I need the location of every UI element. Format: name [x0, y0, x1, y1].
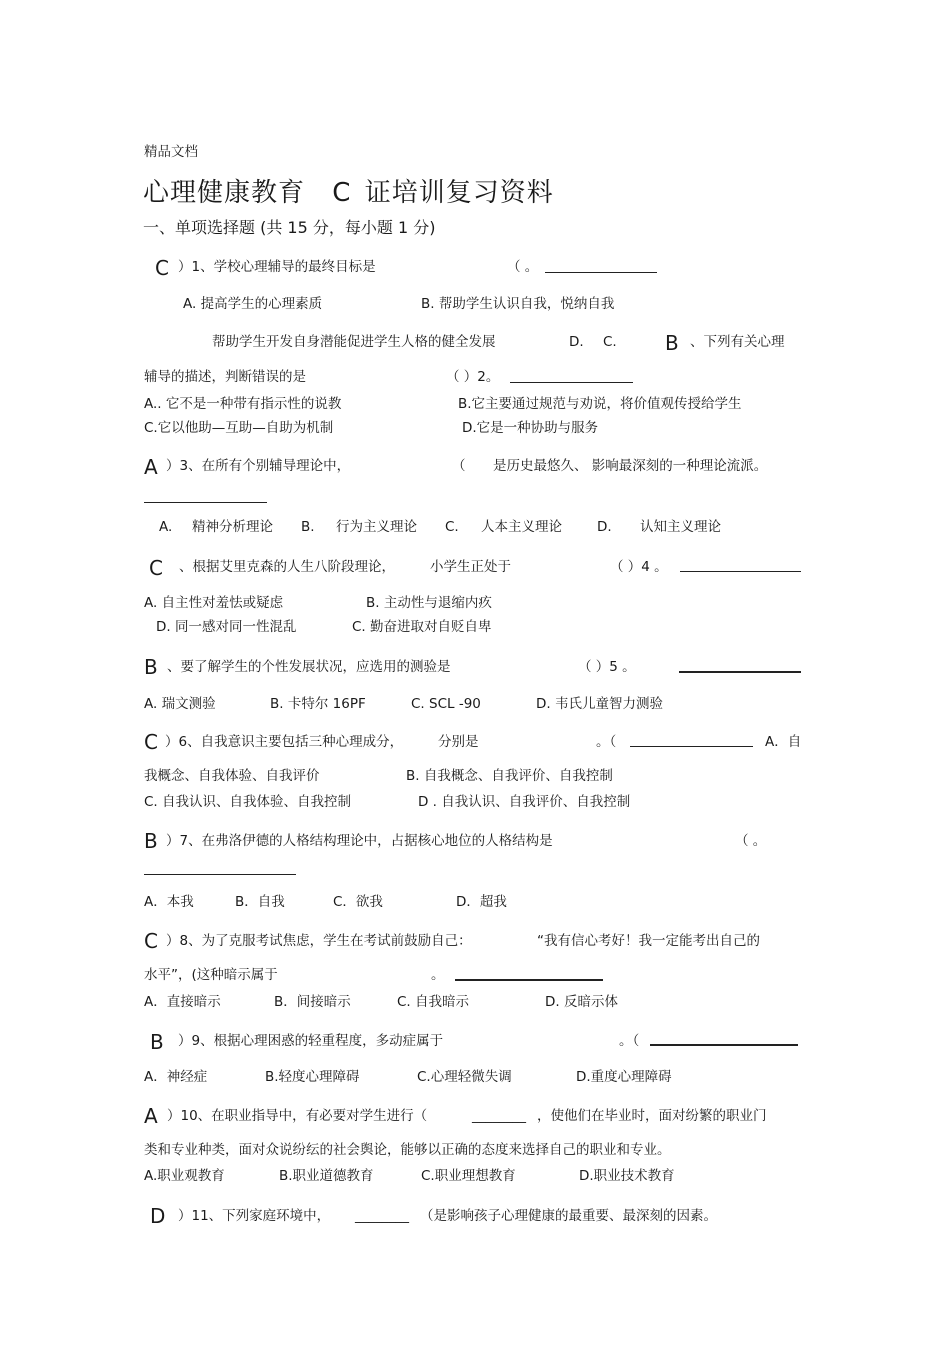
q6-option-c: C. 自我认识、自我体验、自我控制 — [144, 794, 352, 810]
q8-paren: 。 — [431, 967, 445, 983]
q7-blank — [144, 874, 296, 875]
q1-option-d: D. — [569, 334, 584, 350]
q7-option-b: B．自我 — [235, 894, 285, 910]
q9-option-c: C.心理轻微失调 — [417, 1069, 512, 1085]
q3-option-a: 精神分析理论 — [192, 519, 273, 535]
q3-option-a-label: A. — [159, 519, 173, 535]
q2-option-d: D.它是一种协助与服务 — [462, 420, 599, 436]
q4-option-a: A. 自主性对羞怯或疑虑 — [144, 595, 284, 611]
q11-blank: ________ — [355, 1208, 409, 1224]
q9-stem: ）9、根据心理困惑的轻重程度，多动症属于 — [178, 1033, 444, 1049]
q1-option-c-label: C. — [603, 334, 617, 350]
q4-option-b: B. 主动性与退缩内疚 — [366, 595, 492, 611]
q8-option-b: B．间接暗示 — [274, 994, 351, 1010]
q4-mid: 小学生正处于 — [430, 559, 511, 575]
q10-tail: ，使他们在毕业时，面对纷繁的职业门 — [537, 1108, 767, 1124]
q3-paren: （ — [452, 458, 466, 474]
q3-option-b: 行为主义理论 — [336, 519, 417, 535]
q9-blank — [650, 1044, 798, 1046]
q1-blank — [545, 272, 657, 273]
q8-quote: “我有信心考好！我一定能考出自己的 — [537, 933, 760, 949]
q4-stem: 、根据艾里克森的人生八阶段理论， — [179, 559, 395, 575]
q8-answer: C — [144, 929, 158, 953]
q10-option-d: D.职业技术教育 — [579, 1168, 675, 1184]
q2-option-a: A.. 它不是一种带有指示性的说教 — [144, 396, 342, 412]
q6-option-a-rest: 我概念、自我体验、自我评价 — [144, 768, 320, 784]
q2-option-b: B.它主要通过规范与劝说，将价值观传授给学生 — [458, 396, 742, 412]
q2-blank — [510, 382, 633, 383]
q8-option-d: D. 反暗示体 — [545, 994, 618, 1010]
q10-cont: 类和专业种类，面对众说纷纭的社会舆论，能够以正确的态度来选择自己的职业和专业。 — [144, 1142, 671, 1158]
q8-option-c: C. 自我暗示 — [397, 994, 470, 1010]
q2-answer: B — [665, 331, 679, 355]
q1-stem: ）1、学校心理辅导的最终目标是 — [178, 259, 376, 275]
q2-stem-b: 辅导的描述，判断错误的是 — [144, 369, 306, 385]
q6-stem: ）6、自我意识主要包括三种心理成分， — [165, 734, 404, 750]
q11-stem: ）11、下列家庭环境中， — [178, 1208, 331, 1224]
page-title — [143, 180, 554, 206]
q5-option-b: B. 卡特尔 16PF — [270, 696, 366, 712]
q7-option-a: A．本我 — [144, 894, 194, 910]
q9-option-b: B.轻度心理障碍 — [265, 1069, 360, 1085]
title-rest: 证培训复习资料 — [364, 178, 554, 208]
q6-option-d: D . 自我认识、自我评价、自我控制 — [418, 794, 631, 810]
q5-option-a: A. 瑞文测验 — [144, 696, 216, 712]
q11-answer: D — [150, 1204, 166, 1228]
q5-option-d: D. 韦氏儿童智力测验 — [536, 696, 663, 712]
q8-blank — [455, 979, 603, 981]
q2-option-c: C.它以他助—互助—自助为机制 — [144, 420, 334, 436]
q10-answer: A — [144, 1104, 158, 1128]
q10-option-a: A.职业观教育 — [144, 1168, 225, 1184]
q7-stem: ）7、在弗洛伊德的人格结构理论中，占据核心地位的人格结构是 — [166, 833, 553, 849]
q6-mid: 分别是 — [438, 734, 479, 750]
q10-option-b: B.职业道德教育 — [279, 1168, 374, 1184]
q5-blank — [679, 671, 801, 673]
q7-paren: （ 。 — [735, 833, 767, 849]
q1-paren: （ 。 — [507, 259, 539, 275]
q3-answer: A — [144, 455, 158, 479]
q3-option-d: 认知主义理论 — [640, 519, 721, 535]
q3-blank — [144, 502, 267, 503]
q4-blank — [680, 571, 801, 572]
q9-option-a: A．神经症 — [144, 1069, 208, 1085]
q3-option-d-label: D. — [597, 519, 612, 535]
q6-blank — [630, 746, 753, 747]
q7-option-c: C．欲我 — [333, 894, 383, 910]
q4-option-c: C. 勤奋进取对自贬自卑 — [352, 619, 492, 635]
q3-stem: ）3、在所有个别辅导理论中， — [166, 458, 351, 474]
q6-answer: C — [144, 730, 158, 754]
title-letter: C — [332, 178, 352, 208]
q5-option-c: C. SCL -90 — [411, 696, 481, 712]
q11-tail: （是影响孩子心理健康的最重要、最深刻的因素。 — [420, 1208, 717, 1224]
q9-option-d: D.重度心理障碍 — [576, 1069, 672, 1085]
q3-tail: 是历史最悠久、 影响最深刻的一种理论流派。 — [493, 458, 768, 474]
q7-answer: B — [144, 829, 158, 853]
q8-option-a: A．直接暗示 — [144, 994, 221, 1010]
q5-stem: 、要了解学生的个性发展状况，应选用的测验是 — [167, 659, 451, 675]
section-heading: 一、单项选择题 (共 15 分，每小题 1 分) — [143, 218, 436, 237]
q9-answer: B — [150, 1030, 164, 1054]
q4-answer: C — [149, 556, 163, 580]
q4-paren: （ ）4 。 — [610, 559, 668, 575]
q1-option-c-text: 帮助学生开发自身潜能促进学生人格的健全发展 — [212, 334, 496, 350]
q10-blank: ________ — [472, 1108, 526, 1124]
q7-option-d: D．超我 — [456, 894, 507, 910]
q6-option-b: B. 自我概念、自我评价、自我控制 — [406, 768, 613, 784]
q2-stem-a: 、下列有关心理 — [690, 334, 785, 350]
q2-paren: （ ）2。 — [446, 369, 500, 385]
q3-option-c-label: C. — [445, 519, 459, 535]
q10-option-c: C.职业理想教育 — [421, 1168, 516, 1184]
q6-paren: 。（ — [596, 734, 617, 750]
header-label: 精品文档 — [144, 144, 198, 160]
q10-stem: ）10、在职业指导中，有必要对学生进行（ — [167, 1108, 428, 1124]
title-main: 心理健康教育 — [143, 178, 306, 208]
q5-answer: B — [144, 655, 158, 679]
q6-option-a-start: A．自 — [765, 734, 802, 750]
q1-answer: C — [155, 256, 169, 280]
q5-paren: （ ）5 。 — [578, 659, 636, 675]
q4-option-d: D. 同一感对同一性混乱 — [156, 619, 297, 635]
q3-option-b-label: B. — [301, 519, 315, 535]
q8-stem: ）8、为了克服考试焦虑，学生在考试前鼓励自己： — [166, 933, 472, 949]
q1-option-b: B. 帮助学生认识自我，悦纳自我 — [421, 296, 615, 312]
q8-cont: 水平”，(这种暗示属于 — [144, 967, 278, 983]
q9-paren: 。（ — [619, 1033, 640, 1049]
q1-option-a: A. 提高学生的心理素质 — [183, 296, 323, 312]
q3-option-c: 人本主义理论 — [481, 519, 562, 535]
